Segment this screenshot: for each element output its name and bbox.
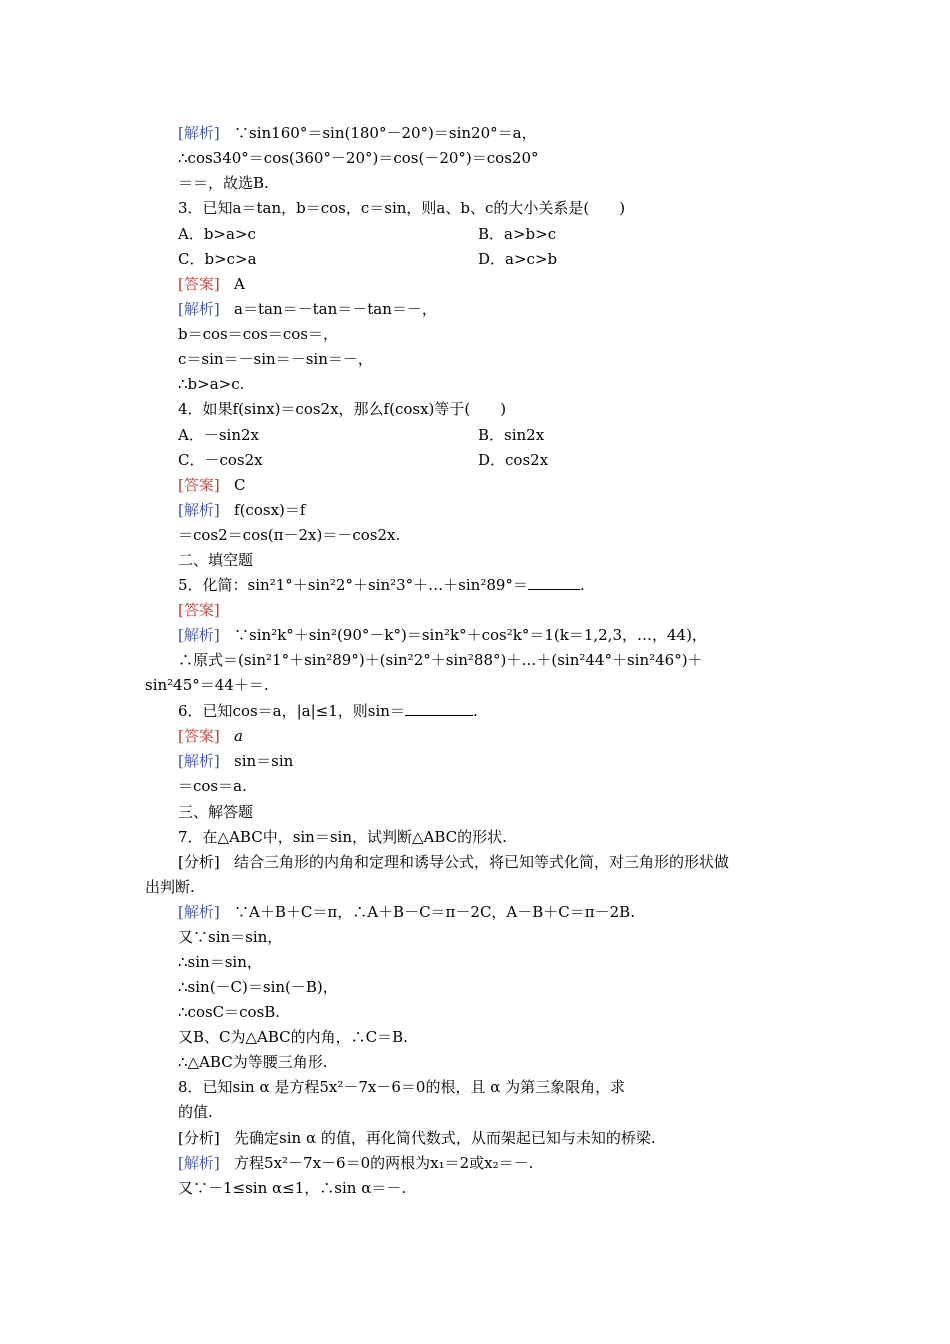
option-text: B．a>b>c	[478, 225, 557, 243]
text: 又∵sin＝sin，	[178, 928, 283, 946]
fenxi-tag: [分析]	[178, 1129, 220, 1147]
answer-value: a	[234, 727, 243, 745]
option-c	[178, 450, 263, 470]
solution-line	[145, 675, 269, 695]
answer-value: A	[234, 275, 245, 293]
question-text: 5．化简：sin²1°＋sin²2°＋sin²3°＋…＋sin²89°＝	[178, 576, 528, 594]
solution-line	[178, 1052, 327, 1072]
solution-line	[178, 349, 373, 369]
question-7	[178, 827, 507, 847]
option-a	[178, 224, 256, 244]
option-text: D．cos2x	[478, 451, 549, 469]
solution-line	[178, 1027, 408, 1047]
solution-line	[178, 650, 703, 670]
text: ∴sin(－C)＝sin(－B)，	[178, 978, 338, 996]
solution-line	[178, 123, 537, 143]
answer-tag: [答案]	[178, 727, 220, 745]
option-text: A．b>a>c	[178, 225, 256, 243]
text: 方程5x²－7x－6＝0的两根为x₁＝2或x₂＝－.	[234, 1154, 534, 1172]
option-text: C．－cos2x	[178, 451, 263, 469]
text: sin²45°＝44＋＝.	[145, 676, 269, 694]
analysis-tag: [解析]	[178, 752, 220, 770]
solution-line	[178, 1178, 406, 1198]
option-text: B．sin2x	[478, 426, 545, 444]
solution-line	[178, 977, 338, 997]
solution-line	[178, 173, 269, 193]
question-text: 的值.	[178, 1103, 213, 1121]
section-heading	[178, 802, 253, 822]
fenxi-tag: [分析]	[178, 853, 220, 871]
option-text: A．－sin2x	[178, 426, 259, 444]
solution-line	[178, 751, 293, 771]
text: 先确定sin α 的值，再化简代数式，从而架起已知与未知的桥梁.	[234, 1129, 656, 1147]
text: ∴b>a>c.	[178, 375, 245, 393]
text: ＝＝，故选B.	[178, 174, 269, 192]
solution-line	[178, 324, 338, 344]
analysis-tag: [解析]	[178, 300, 220, 318]
solution-line	[178, 1002, 280, 1022]
solution-line	[178, 500, 305, 520]
text: ∴sin＝sin，	[178, 953, 262, 971]
text: c＝sin＝－sin＝－sin＝－，	[178, 350, 373, 368]
text: 又∵－1≤sin α≤1，∴sin α＝－.	[178, 1179, 407, 1197]
answer-blank	[405, 701, 473, 716]
question-5: 5．化简：sin²1°＋sin²2°＋sin²3°＋…＋sin²89°＝ .	[178, 576, 585, 594]
analysis-tag: [解析]	[178, 1154, 220, 1172]
text: f(cosx)＝f	[234, 501, 306, 519]
option-b	[478, 224, 556, 244]
text: 又B、C为△ABC的内角，∴C＝B.	[178, 1028, 408, 1046]
text: 结合三角形的内角和定理和诱导公式，将已知等式化简，对三角形的形状做	[234, 853, 730, 871]
option-text: D．a>c>b	[478, 250, 558, 268]
option-d	[478, 249, 557, 269]
answer-line	[178, 726, 243, 746]
question-text: 6．已知cos＝a，|a|≤1，则sin＝	[178, 702, 405, 720]
text: a＝tan＝－tan＝－tan＝－，	[234, 300, 437, 318]
solution-line	[178, 625, 707, 645]
answer-tag: [答案]	[178, 476, 220, 494]
analysis-tag: [解析]	[178, 903, 220, 921]
text: ∵sin²k°＋sin²(90°－k°)＝sin²k°＋cos²k°＝1(k＝1,2,3，…，44)，	[234, 626, 707, 644]
question-3	[178, 198, 625, 218]
solution-line	[178, 525, 400, 545]
text: ＝cos＝a.	[178, 777, 247, 795]
answer-line	[178, 600, 220, 620]
heading-text: 三、解答题	[178, 803, 254, 821]
question-text: 4．如果f(sinx)＝cos2x，那么f(cosx)等于( )	[178, 400, 507, 418]
text: sin＝sin	[234, 752, 294, 770]
solution-line	[178, 952, 262, 972]
text: ∵A＋B＋C＝π，∴A＋B－C＝π－2C，A－B＋C＝π－2B.	[234, 903, 635, 921]
text: ∴△ABC为等腰三角形.	[178, 1053, 328, 1071]
text: b＝cos＝cos＝cos＝，	[178, 325, 338, 343]
solution-line	[178, 927, 282, 947]
answer-line	[178, 475, 246, 495]
option-c	[178, 249, 257, 269]
question-text: 8．已知sin α 是方程5x²－7x－6＝0的根，且 α 为第三象限角，求	[178, 1078, 626, 1096]
solution-line	[178, 299, 437, 319]
solution-line	[178, 776, 247, 796]
solution-line	[178, 148, 539, 168]
analysis-line	[178, 1128, 656, 1148]
answer-line	[178, 274, 245, 294]
question-6: 6．已知cos＝a，|a|≤1，则sin＝ .	[178, 702, 478, 720]
analysis-tag: [解析]	[178, 124, 220, 142]
analysis-line	[145, 877, 195, 897]
question-4	[178, 399, 506, 419]
section-heading	[178, 550, 253, 570]
solution-line	[178, 1153, 533, 1173]
analysis-line	[178, 852, 729, 872]
answer-value: C	[234, 476, 246, 494]
answer-blank	[528, 575, 580, 590]
option-text: C．b>c>a	[178, 250, 257, 268]
heading-text: 二、填空题	[178, 551, 254, 569]
question-8	[178, 1102, 213, 1122]
question-text: 3．已知a＝tan，b＝cos，c＝sin，则a、b、c的大小关系是( )	[178, 199, 626, 217]
text: 出判断.	[145, 878, 195, 896]
solution-line	[178, 902, 635, 922]
option-b	[478, 425, 544, 445]
solution-line	[178, 374, 244, 394]
text: ∴原式＝(sin²1°＋sin²89°)＋(sin²2°＋sin²88°)＋…＋(sin²44°＋sin²46°)＋	[178, 651, 703, 669]
option-a	[178, 425, 259, 445]
text: ＝cos2＝cos(π－2x)＝－cos2x.	[178, 526, 401, 544]
option-d	[478, 450, 548, 470]
text: ∵sin160°＝sin(180°－20°)＝sin20°＝a，	[234, 124, 537, 142]
analysis-tag: [解析]	[178, 626, 220, 644]
question-8	[178, 1077, 625, 1097]
text: ∴cosC＝cosB.	[178, 1003, 281, 1021]
analysis-tag: [解析]	[178, 501, 220, 519]
answer-tag: [答案]	[178, 275, 220, 293]
answer-tag: [答案]	[178, 601, 220, 619]
question-text: 7．在△ABC中，sin＝sin，试判断△ABC的形状.	[178, 828, 507, 846]
text: ∴cos340°＝cos(360°－20°)＝cos(－20°)＝cos20°	[178, 149, 539, 167]
